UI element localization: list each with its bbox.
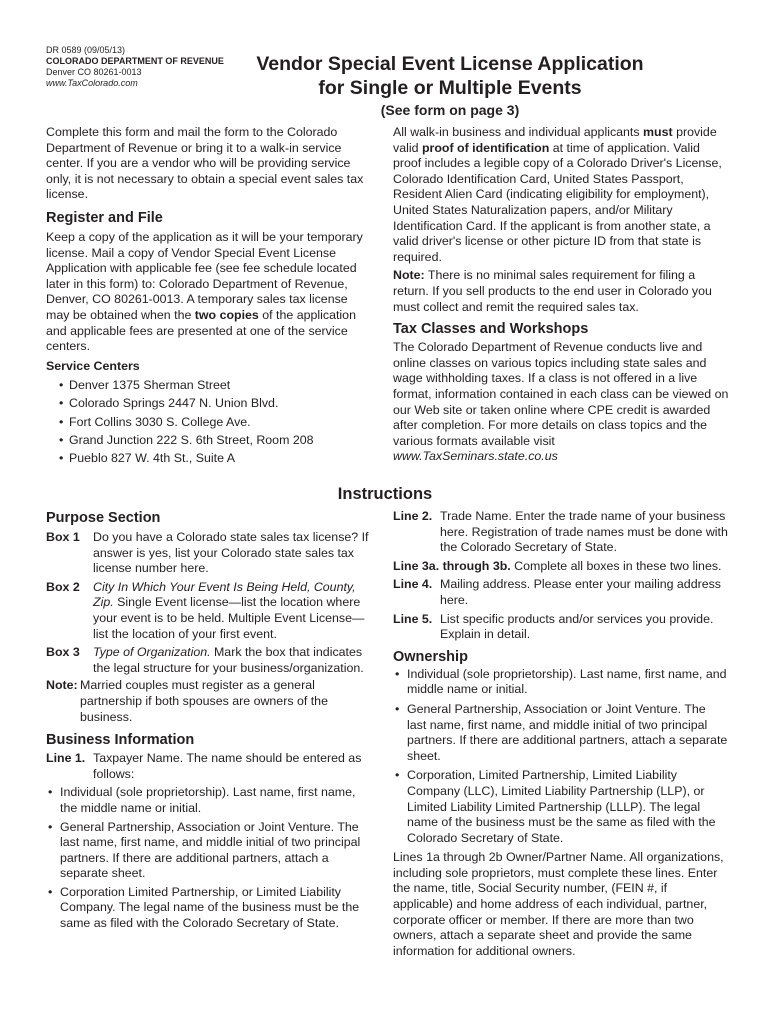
ownership-bullets xyxy=(393,667,728,847)
service-centers-list xyxy=(46,378,374,467)
box-1-label: Box 1 xyxy=(46,530,80,544)
line-1-label: Line 1. xyxy=(46,751,86,766)
list-item: • Grand Junction 222 S. 6th Street, Room 208 xyxy=(46,433,374,449)
document-subtitle: (See form on page 3) xyxy=(380,102,520,118)
tax-seminars-link[interactable]: www.TaxSeminars.state.co.us xyxy=(393,449,558,464)
list-item: • Corporation, Limited Partnership, Limited Liability Company (LLC), Limited Liability Partnership (LLP), or Limited Liability Limited Partnership (LLLP). The legal name of the business must be the same as filed with the Colorado Secretary of State. xyxy=(393,768,728,846)
line-3-label: Line 3a. through 3b. xyxy=(393,558,511,573)
line-3-instruction: Line 3a. through 3b. Complete all boxes in these two lines. xyxy=(393,558,722,573)
list-item: • General Partnership, Association or Joint Venture. The last name, first name, and middle initial of two principal partners. If there are additional partners, attach a separate sheet. xyxy=(393,702,728,764)
ownership-heading: Ownership xyxy=(393,648,468,665)
ownership-closing: Lines 1a through 2b Owner/Partner Name. All organizations, including sole proprietors, must complete these lines. Enter the name, title, Social Security number, (FEIN #, if applicable) and home address of each individual, partner, corporate officer or member. If there are more than two owners, attach a separate sheet and provide the same information for additional owners. xyxy=(393,850,724,958)
agency-name: COLORADO DEPARTMENT OF REVENUE xyxy=(46,56,224,66)
title-line-1: Vendor Special Event License Application xyxy=(256,53,644,75)
list-item: • Corporation Limited Partnership, or Limited Liability Company. The legal name of the business must be the same as filed with the Colorado Secretary of State. xyxy=(46,885,374,932)
purpose-note: Note: Married couples must register as a general partnership if both spouses are owners of the business. xyxy=(46,678,328,724)
list-item: • Fort Collins 3030 S. College Ave. xyxy=(46,415,374,431)
instructions-heading: Instructions xyxy=(337,485,433,503)
box-2-instruction: Box 2 City In Which Your Event Is Being Held, County, Zip. Single Event license—list the location where your event is to be held. Multiple Event License—list the location of your first event. xyxy=(46,579,365,641)
list-item: • Pueblo 827 W. 4th St., Suite A xyxy=(46,451,374,467)
line-1-instruction: Line 1. Taxpayer Name. The name should be entered as follows: xyxy=(46,751,362,781)
purpose-heading: Purpose Section xyxy=(46,510,161,526)
walkin-text: All walk-in business and individual applicants must provide valid proof of identification at time of application. Valid proof includes a legible copy of a Colorado Driver's License, Colorado Identification Card, United States Passport, Resident Alien Card (indicating eligibility for employment), United States Naturalization papers, and/or Military Identification Card. If the applicant is from another state, a valid driver's license or other picture ID from that state is required. xyxy=(393,125,722,264)
business-info-heading: Business Information xyxy=(46,732,195,749)
lower-left-column xyxy=(46,509,374,932)
list-item: • Colorado Springs 2447 N. Union Blvd. xyxy=(46,396,374,412)
line-4-instruction: Line 4. Mailing address. Please enter your mailing address here. xyxy=(393,577,721,607)
line-4-label: Line 4. xyxy=(393,577,433,592)
business-bullets xyxy=(46,785,374,931)
register-heading: Register and File xyxy=(46,209,163,226)
upper-left-column xyxy=(46,125,374,470)
upper-right-column xyxy=(393,125,731,465)
tax-classes-text: The Colorado Department of Revenue conducts live and online classes on various topics including state sales and wage withholding taxes. If a class is not offered in a live format, information contained in each class can be viewed on our Web site or taken online where CPE credit is awarded after completion. For more details on class topics and the various formats available visit xyxy=(393,340,729,448)
title-line-2: for Single or Multiple Events xyxy=(318,77,582,99)
list-item: • General Partnership, Association or Joint Venture. The last name, first name, and middle initial of two principal partners. If there are additional partners, attach a separate sheet. xyxy=(46,820,374,882)
service-centers-heading: Service Centers xyxy=(46,358,140,373)
line-2-label: Line 2. xyxy=(393,509,433,523)
box-2-label: Box 2 xyxy=(46,579,80,594)
list-item: • Individual (sole proprietorship). Last name, first name, the middle name or initial. xyxy=(46,785,374,816)
line-5-label: Line 5. xyxy=(393,611,433,626)
document-title xyxy=(220,52,680,100)
agency-address: Denver CO 80261-0013 xyxy=(46,67,142,77)
line-2-instruction: Line 2. Trade Name. Enter the trade name of your business here. Registration of trade names must be done with the Colorado Secretary of State. xyxy=(393,509,728,555)
form-id: DR 0589 (09/05/13) xyxy=(46,45,126,55)
line-5-instruction: Line 5. List specific products and/or services you provide. Explain in detail. xyxy=(393,611,714,642)
tax-classes-heading: Tax Classes and Workshops xyxy=(393,321,589,338)
intro-text: Complete this form and mail the form to the Colorado Department of Revenue or bring it to a walk-in service center. If you are a vendor who will be providing service only, it is not necessary to obtain a special event sales tax license. xyxy=(46,125,364,202)
box-3-instruction: Box 3 Type of Organization. Mark the box that indicates the legal structure for your business/organization. xyxy=(46,645,364,675)
list-item: • Individual (sole proprietorship). Last name, first name, and middle name or initial. xyxy=(393,667,728,698)
box-3-label: Box 3 xyxy=(46,645,80,660)
lower-right-column xyxy=(393,509,728,959)
walkin-note: Note: There is no minimal sales requirement for filing a return. If you sell products to the end user in Colorado you must collect and remit the required sales tax. xyxy=(393,268,712,314)
list-item: • Denver 1375 Sherman Street xyxy=(46,378,374,394)
box-1-instruction: Box 1 Do you have a Colorado state sales tax license? If answer is yes, list your Colorado state sales tax license number here. xyxy=(46,530,369,576)
form-header-block xyxy=(46,45,224,89)
agency-website: www.TaxColorado.com xyxy=(46,78,138,88)
register-text: Keep a copy of the application as it will be your temporary license. Mail a copy of Vendor Special Event License Application with applicable fee (see fee schedule located later in this form) to: Colorado Department of Revenue, Denver, CO 80261-0013. A temporary sales tax license may be obtained when the two copies of the application and applicable fees are presented at one of the service centers. xyxy=(46,229,363,354)
